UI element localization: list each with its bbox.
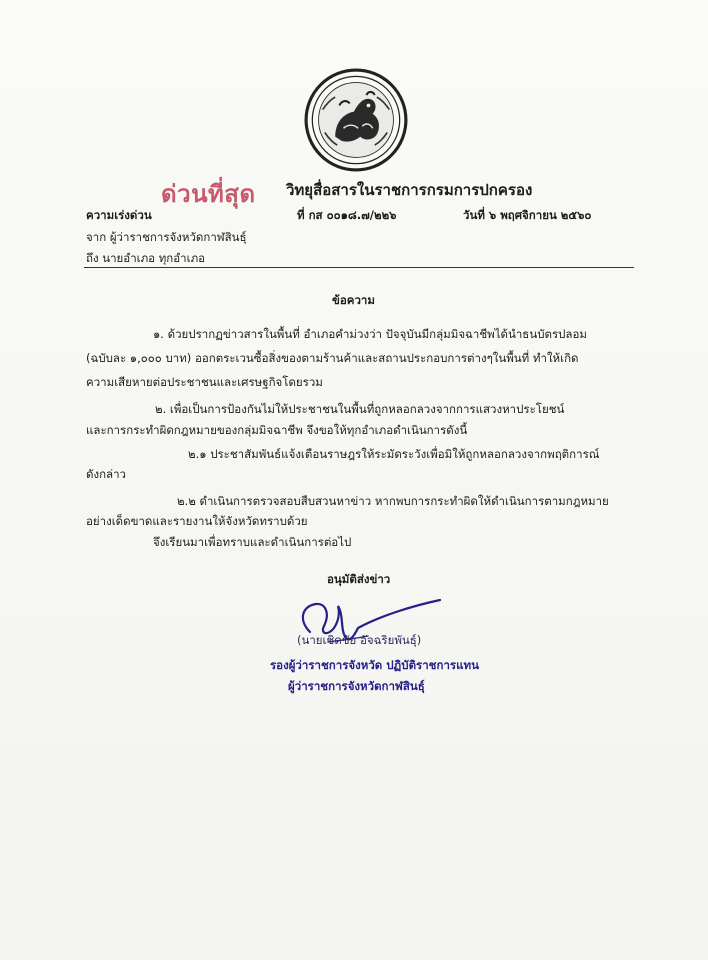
- content-heading: ข้อความ: [332, 293, 375, 307]
- body-line: และการกระทำผิดกฎหมายของกลุ่มมิจฉาชีพ จึงขอให้ทุกอำเภอดำเนินการดังนี้: [86, 423, 468, 437]
- header-divider: [84, 267, 634, 268]
- body-line: จึงเรียนมาเพื่อทราบและดำเนินการต่อไป: [153, 535, 352, 549]
- body-line: ดังกล่าว: [86, 467, 127, 481]
- urgency-label: ความเร่งด่วน: [86, 208, 152, 222]
- body-line: (ฉบับละ ๑,๐๐๐ บาท) ออกตระเวนซื้อสิ่งของตามร้านค้าและสถานประกอบการต่างๆในพื้นที่ ทำให้เกิด: [86, 351, 579, 365]
- recipient: ถึง นายอำเภอ ทุกอำเภอ: [86, 251, 206, 265]
- document-title: วิทยุสื่อสารในราชการกรมการปกครอง: [286, 181, 533, 199]
- document-number: ที่ กส ๐๐๑๘.๗/๒๒๖: [297, 208, 397, 222]
- body-line: ความเสียหายต่อประชาชนและเศรษฐกิจโดยรวม: [86, 375, 323, 389]
- urgent-stamp: ด่วนที่สุด: [161, 180, 256, 208]
- body-line: อย่างเด็ดขาดและรายงานให้จังหวัดทราบด้วย: [86, 514, 308, 528]
- sender: จาก ผู้ว่าราชการจังหวัดกาฬสินธุ์: [86, 230, 247, 244]
- signatory-office: ผู้ว่าราชการจังหวัดกาฬสินธุ์: [288, 679, 425, 693]
- approval-label: อนุมัติส่งข่าว: [327, 572, 391, 586]
- signatory-position: รองผู้ว่าราชการจังหวัด ปฏิบัติราชการแทน: [270, 658, 479, 672]
- body-line: ๒. เพื่อเป็นการป้องกันไม่ให้ประชาชนในพื้นที่ถูกหลอกลวงจากการแสวงหาประโยชน์: [155, 402, 565, 416]
- body-line: ๒.๑ ประชาสัมพันธ์แจ้งเตือนราษฎรให้ระมัดระวังเพื่อมิให้ถูกหลอกลวงจากพฤติการณ์: [188, 447, 600, 461]
- document-date: วันที่ ๖ พฤศจิกายน ๒๕๖๐: [463, 208, 592, 222]
- government-seal-icon: [304, 68, 408, 172]
- body-line: ๒.๒ ดำเนินการตรวจสอบสืบสวนหาข่าว หากพบการกระทำผิดให้ดำเนินการตามกฎหมาย: [177, 494, 609, 508]
- body-line: ๑. ด้วยปรากฏข่าวสารในพื้นที่ อำเภอคำม่วงว่า ปัจจุบันมีกลุ่มมิจฉาชีพได้นำธนบัตรปลอม: [153, 327, 587, 341]
- signatory-name: (นายเชิดชัย อัจฉริยพันธุ์): [297, 633, 422, 647]
